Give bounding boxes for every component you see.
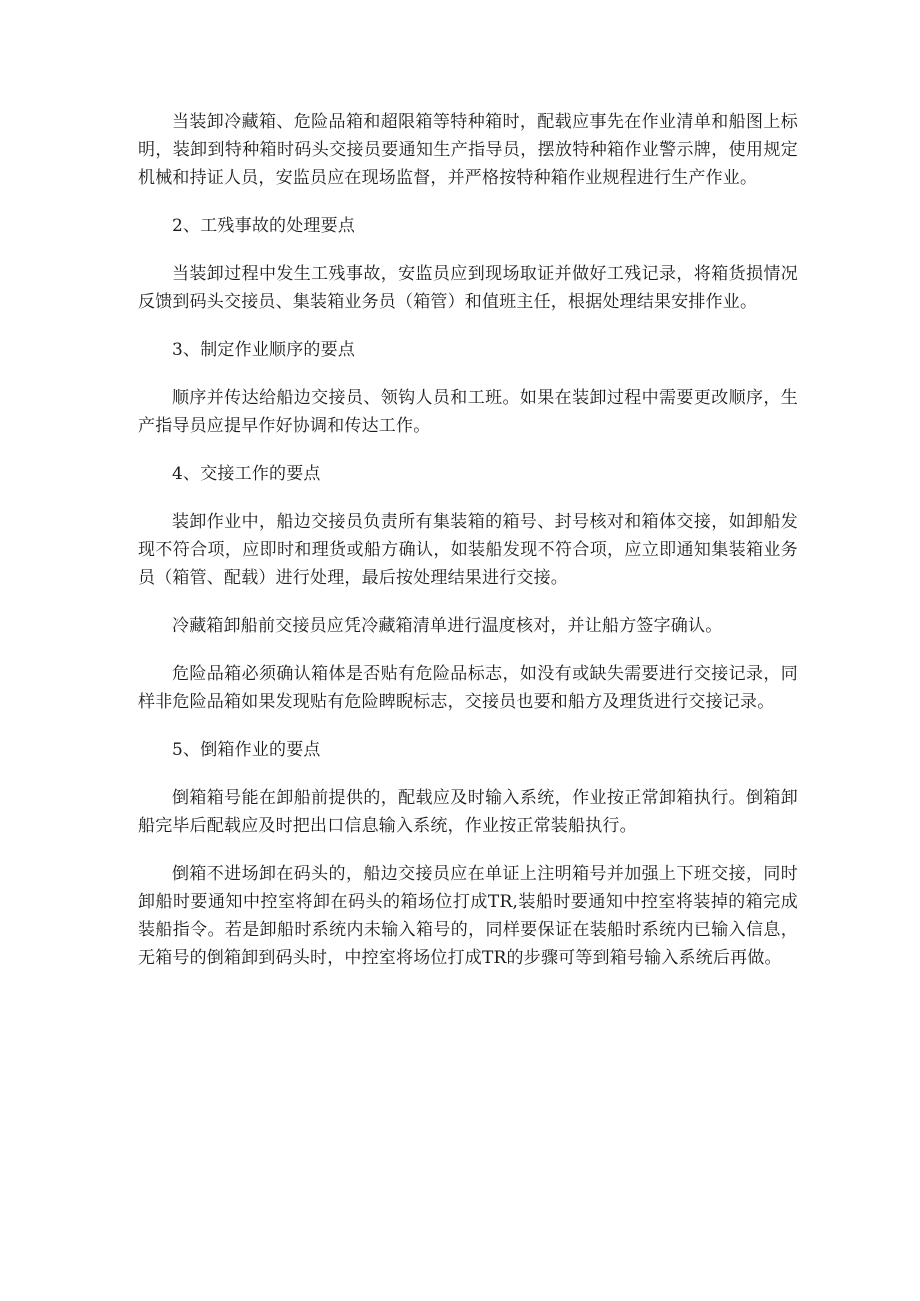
section-heading-3: 3、制定作业顺序的要点 xyxy=(172,340,356,360)
paragraph-restow-provided: 倒箱箱号能在卸船前提供的，配载应及时输入系统，作业按正常卸箱执行。倒箱卸船完毕后配载应及时把出口信息输入系统，作业按正常装船执行。 xyxy=(138,788,798,836)
section-heading-4: 4、交接工作的要点 xyxy=(172,464,321,484)
paragraph-reefer-check: 冷藏箱卸船前交接员应凭冷藏箱清单进行温度核对，并让船方签字确认。 xyxy=(172,616,723,636)
section-heading-2: 2、工残事故的处理要点 xyxy=(172,216,356,236)
document-page xyxy=(138,108,798,992)
paragraph-injury-accident: 当装卸过程中发生工残事故，安监员应到现场取证并做好工残记录，将箱货损情况反馈到码头交接员、集装箱业务员（箱管）和值班主任，根据处理结果安排作业。 xyxy=(138,264,798,312)
paragraph-dangerous-goods: 危险品箱必须确认箱体是否贴有危险品标志，如没有或缺失需要进行交接记录，同样非危险品箱如果发现贴有危险睥睨标志，交接员也要和船方及理货进行交接记录。 xyxy=(138,664,798,712)
section-heading-5: 5、倒箱作业的要点 xyxy=(172,740,321,760)
paragraph-work-order: 顺序并传达给船边交接员、领钩人员和工班。如果在装卸过程中需要更改顺序，生产指导员应提早作好协调和传达工作。 xyxy=(138,388,798,436)
paragraph-restow-quay: 倒箱不进场卸在码头的，船边交接员应在单证上注明箱号并加强上下班交接，同时卸船时要通知中控室将卸在码头的箱场位打成TR,装船时要通知中控室将装掉的箱完成装船指令。若是卸船时系统内未输入箱号的，同样要保证在装船时系统内已输入信息，无箱号的倒箱卸到码头时，中控室将场位打成TR的步骤可等到箱号输入系统后再做。 xyxy=(138,864,798,968)
paragraph-special-containers: 当装卸冷藏箱、危险品箱和超限箱等特种箱时，配载应事先在作业清单和船图上标明，装卸到特种箱时码头交接员要通知生产指导员，摆放特种箱作业警示牌，使用规定机械和持证人员，安监员应在现场监督，并严格按特种箱作业规程进行生产作业。 xyxy=(138,112,798,188)
paragraph-handover-work: 装卸作业中，船边交接员负责所有集装箱的箱号、封号核对和箱体交接，如卸船发现不符合项，应即时和理货或船方确认，如装船发现不符合项，应立即通知集装箱业务员（箱管、配载）进行处理，最后按处理结果进行交接。 xyxy=(138,512,798,588)
